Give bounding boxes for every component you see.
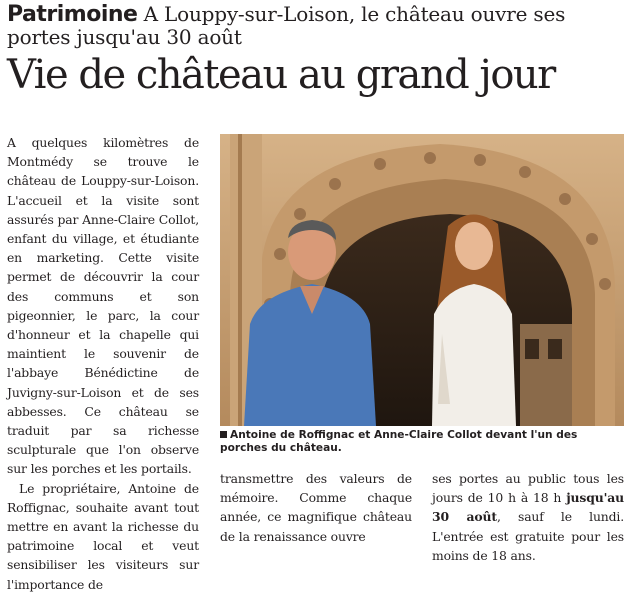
article-column-left <box>7 133 199 594</box>
article-paragraph-1: A quelques kilomètres de Montmédy se trouve le château de Louppy-sur-Loison. L'accueil et la visite sont assurés par Anne-Claire Collot, enfant du village, et étudiante en marketing. Cette visite permet de découvrir la cour des communs et son pigeonnier, le parc, la cour d'honneur et la chapelle qui maintient le souvenir de l'abbaye Bénédictine de Juvigny-sur-Loison et de ses abbesses. Ce château se traduit par sa richesse sculpturale que l'on observe sur les porches et les portails. <box>7 135 199 477</box>
article-paragraph-3: transmettre des valeurs de mémoire. Comme chaque année, ce magnifique château de la renaissance ouvre <box>220 471 412 544</box>
article-paragraph-4 <box>432 469 624 565</box>
photo-caption <box>220 429 624 455</box>
caption-square-icon <box>220 431 227 438</box>
article-paragraph-2: Le propriétaire, Antoine de Roffignac, souhaite avant tout mettre en avant la richesse du patrimoine local et veut sensibiliser les visiteurs sur l'importance de <box>7 480 199 592</box>
opening-hours-text: ses portes au public tous les jours de 10 h à 18 h <box>432 471 624 506</box>
caption-text: Antoine de Roffignac et Anne-Claire Collot devant l'un des porches du château. <box>220 429 578 454</box>
closing-date-text: jusqu'au 30 août <box>432 490 624 525</box>
kicker-line <box>7 3 629 49</box>
photo-illustration <box>220 134 624 426</box>
article-column-middle <box>220 469 412 546</box>
article-column-right <box>432 469 624 565</box>
kicker-text: A Louppy-sur-Loison, le château ouvre ses portes jusqu'au 30 août <box>7 2 566 49</box>
entry-info-text: , sauf le lundi. L'entrée est gratuite pour les moins de 18 ans. <box>432 509 624 563</box>
headline: Vie de château au grand jour <box>7 52 555 98</box>
article-photo <box>220 134 624 426</box>
rubric-label: Patrimoine <box>7 2 138 27</box>
